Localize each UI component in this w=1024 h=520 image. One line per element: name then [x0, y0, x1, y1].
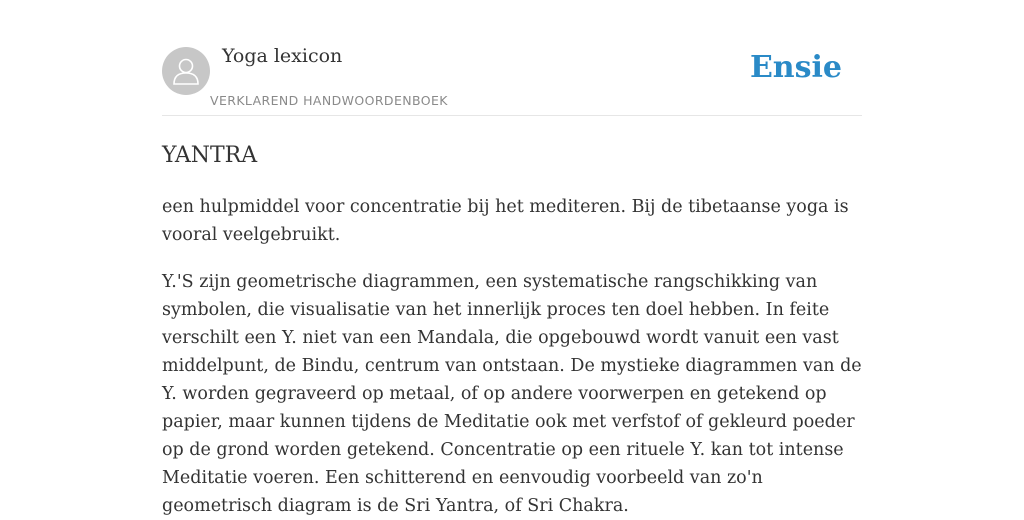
entry-term: YANTRA — [162, 143, 258, 168]
entry-definition — [162, 193, 862, 520]
brand-logo-link[interactable]: Ensie — [749, 50, 842, 85]
definition-paragraph: Y.'S zijn geometrische diagrammen, een systematische rangschikking van symbolen, die visualisatie van het innerlijk proces ten doel hebben. In feite verschilt een Y. niet van een Mandala, die opgebouwd wordt vanuit een vast middelpunt, de Bindu, centrum van ontstaan. De mystieke diagrammen van de Y. worden gegraveerd op metaal, of op andere voorwerpen en getekend op papier, maar kunnen tijdens de Meditatie ook met verfstof of gekleurd poeder op de grond worden getekend. Concentratie op een rituele Y. kan tot intense Meditatie voeren. Een schitterend en eenvoudig voorbeeld van zo'n geometrisch diagram is de Sri Yantra, of Sri Chakra. — [162, 272, 862, 516]
definition-paragraph: een hulpmiddel voor concentratie bij het mediteren. Bij de tibetaanse yoga is vooral veelgebruikt. — [162, 197, 849, 245]
user-placeholder-icon[interactable] — [162, 47, 210, 95]
source-title[interactable]: Yoga lexicon — [222, 45, 343, 67]
source-subtitle: VERKLAREND HANDWOORDENBOEK — [210, 93, 448, 108]
page-container — [162, 0, 862, 520]
entry-header — [162, 0, 862, 116]
